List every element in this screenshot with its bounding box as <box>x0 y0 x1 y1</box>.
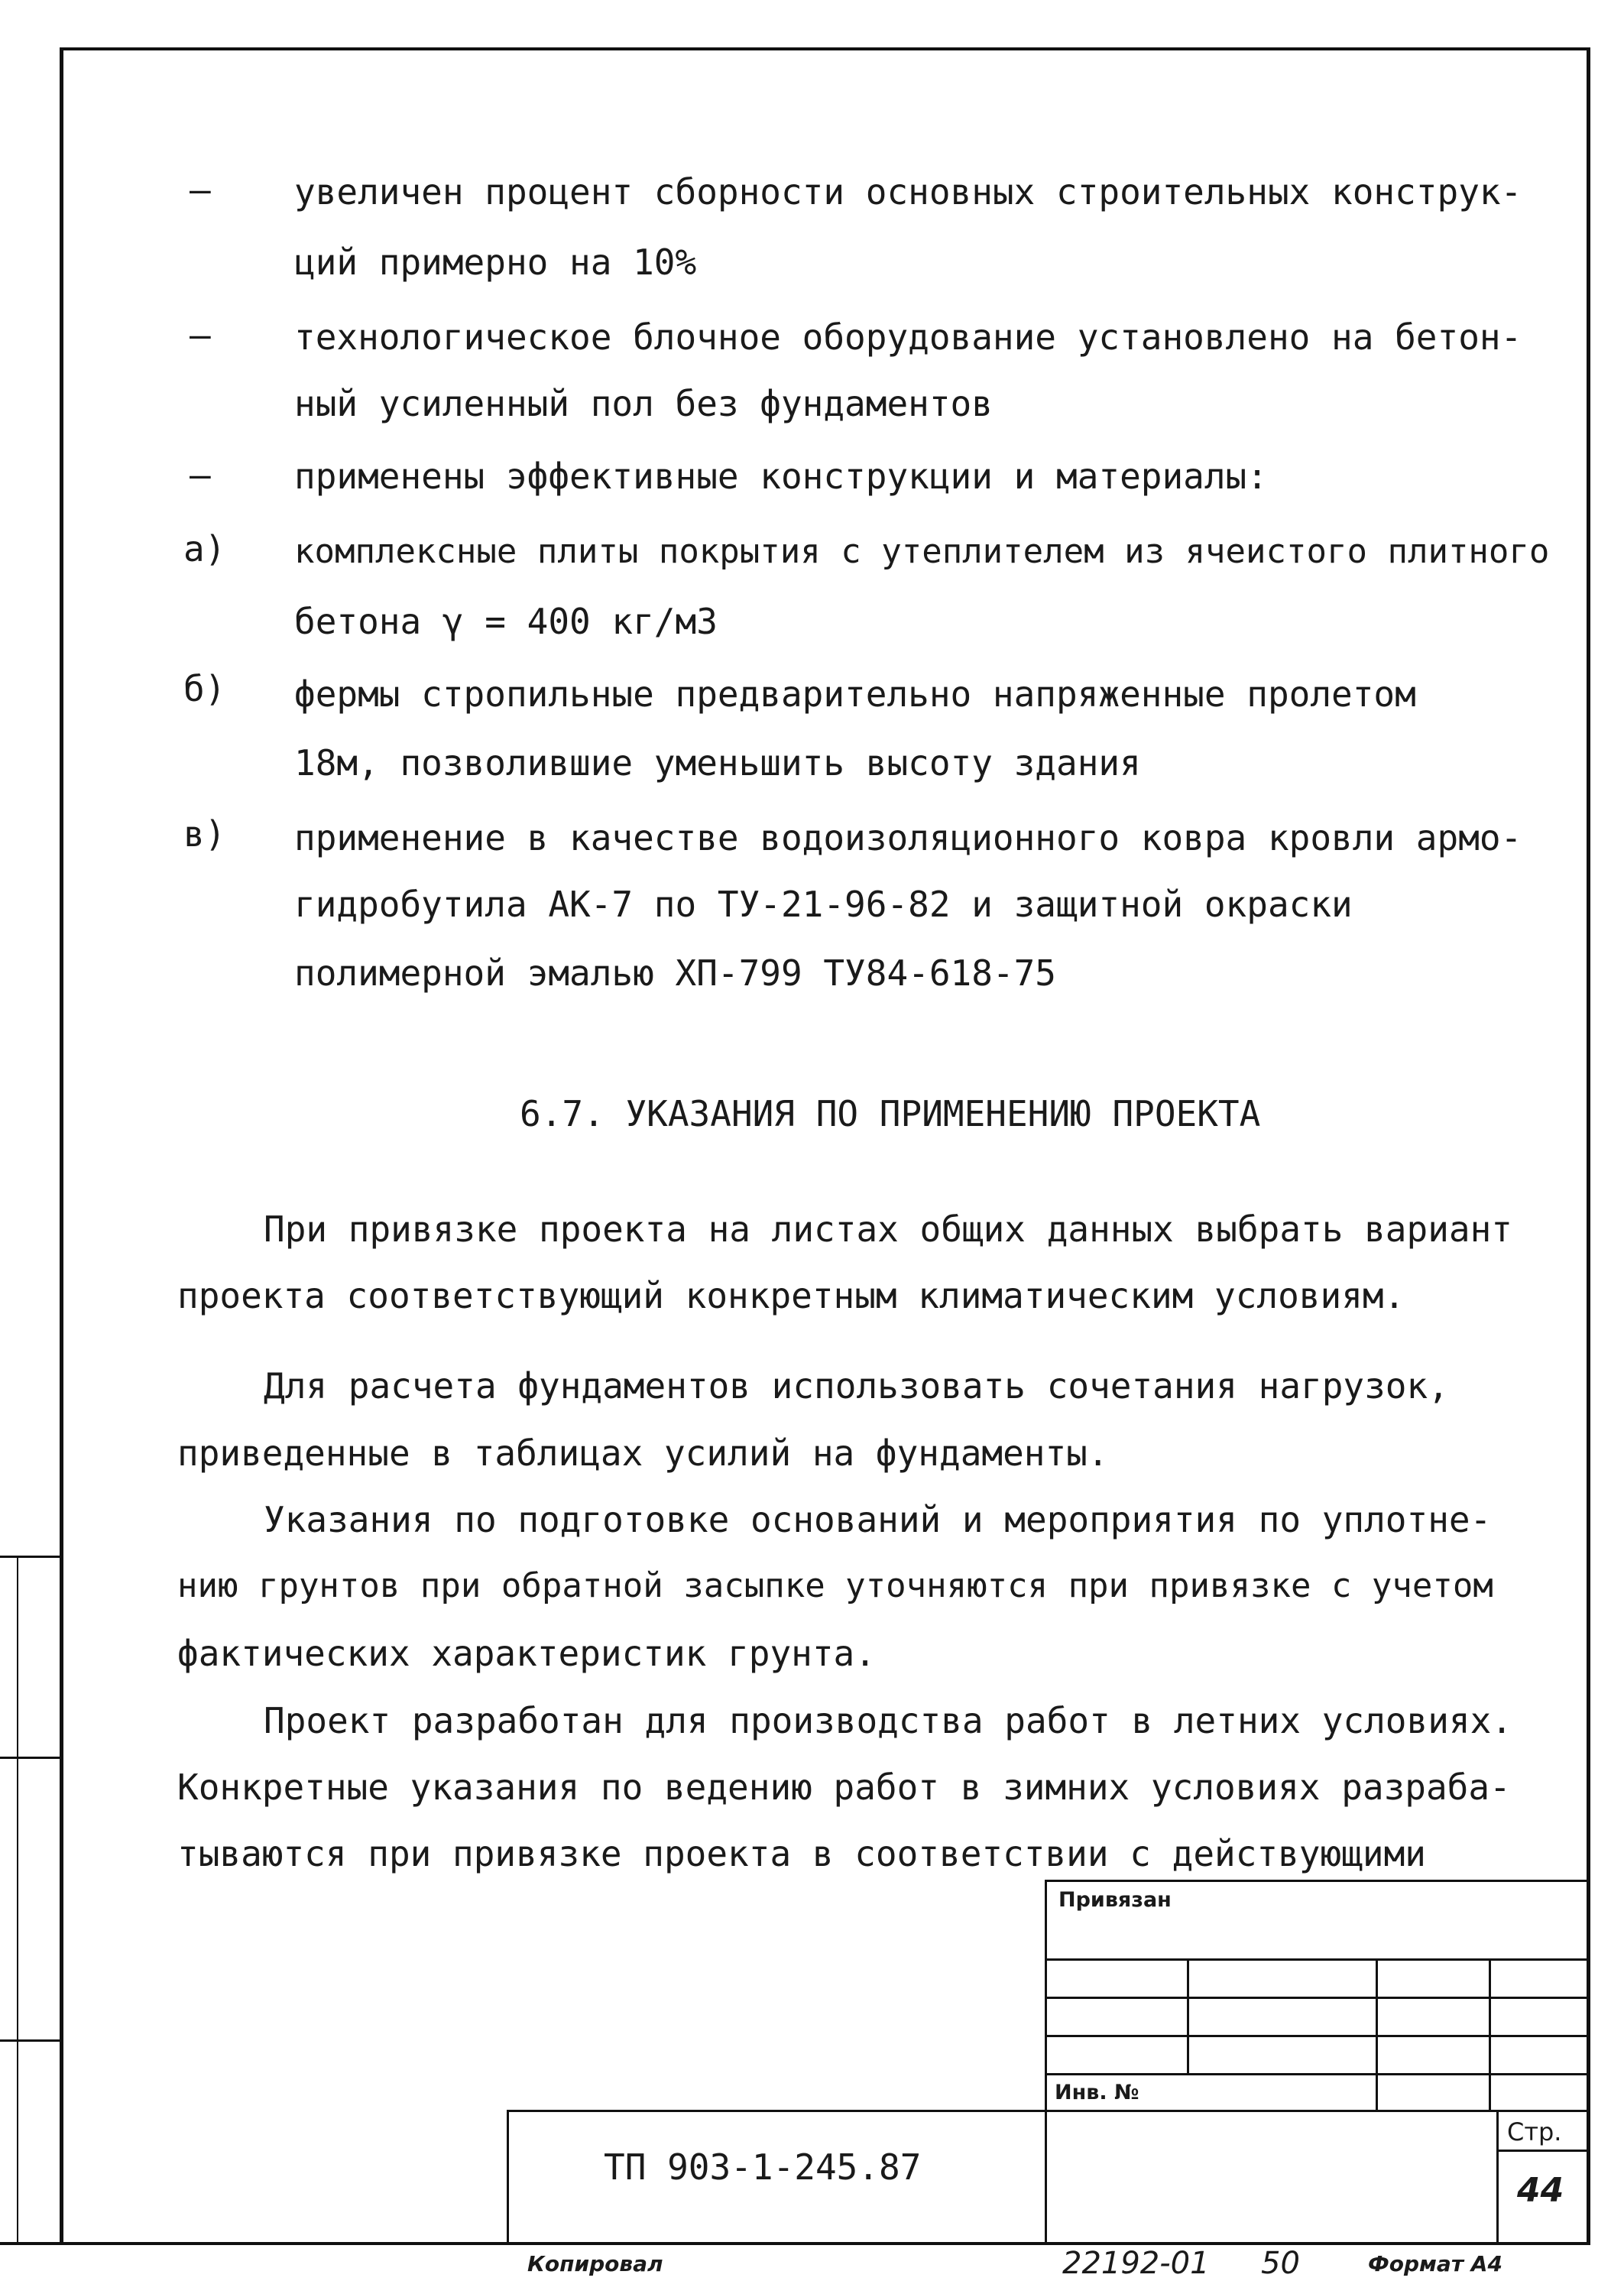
margin-line-1 <box>0 1556 61 1558</box>
item-line: применение в качестве водоизоляционного ковра кровли армо- <box>294 817 1522 858</box>
stamp-line <box>1489 1958 1491 2111</box>
item-line: комплексные плиты покрытия с утеплителем из ячеистого плитного <box>294 532 1550 571</box>
paragraph-line: Конкретные указания по ведению работ в зимних условиях разраба- <box>177 1767 1511 1808</box>
stamp-line <box>1045 1880 1589 1882</box>
bullet-line: увеличен процент сборности основных строительных конструк- <box>294 171 1522 213</box>
bullet-line: ций примерно на 10% <box>294 242 697 283</box>
stamp-line <box>1187 1958 1189 2073</box>
margin-line-2 <box>0 1757 61 1759</box>
item-line: бетона γ = 400 кг/м3 <box>294 601 718 642</box>
page-number: 44 <box>1517 2171 1564 2210</box>
stamp-line <box>1496 2110 1499 2244</box>
bullet-marker: – <box>190 169 211 210</box>
document-code: ТП 903-1-245.87 <box>604 2146 922 2188</box>
paragraph-line: проекта соответствующий конкретным климатическим условиям. <box>177 1275 1405 1316</box>
margin-line-3 <box>0 2039 61 2042</box>
copied-label: Копировал <box>527 2251 663 2276</box>
item-line: 18м, позволившие уменьшить высоту здания <box>294 742 1141 784</box>
page-label: Стр. <box>1507 2117 1562 2146</box>
bullet-line: ный усиленный пол без фундаментов <box>294 383 993 424</box>
item-marker: б) <box>183 668 226 709</box>
paragraph-line: приведенные в таблицах усилий на фундаменты. <box>177 1433 1109 1474</box>
item-marker: в) <box>183 813 226 855</box>
stamp-line <box>1045 2035 1589 2037</box>
format-label: Формат А4 <box>1368 2251 1502 2276</box>
stamp-line <box>507 2110 1589 2112</box>
bound-label: Привязан <box>1058 1888 1172 1912</box>
item-line: полимерной эмалью ХП-799 ТУ84-618-75 <box>294 952 1056 994</box>
bullet-marker: – <box>190 454 211 495</box>
item-marker: а) <box>183 528 226 569</box>
stamp-line <box>1376 1958 1378 2111</box>
stamp-line <box>1496 2150 1589 2152</box>
paragraph-line: Проект разработан для производства работ в летних условиях. <box>264 1700 1512 1741</box>
stamp-line <box>507 2110 509 2244</box>
section-heading: 6.7. УКАЗАНИЯ ПО ПРИМЕНЕНИЮ ПРОЕКТА <box>520 1093 1261 1134</box>
paragraph-line: тываются при привязке проекта в соответствии с действующими <box>177 1833 1426 1874</box>
bullet-line: применены эффективные конструкции и материалы: <box>294 456 1268 497</box>
frame-top <box>61 47 1590 50</box>
paragraph-line: фактических характеристик грунта. <box>177 1633 876 1674</box>
stamp-line <box>1045 2073 1589 2075</box>
frame-right <box>1587 47 1590 2245</box>
item-line: гидробутила АК-7 по ТУ-21-96-82 и защитной окраски <box>294 884 1353 925</box>
bullet-marker: – <box>190 314 211 355</box>
frame-bottom <box>0 2242 1590 2245</box>
order-suffix: 50 <box>1261 2246 1300 2281</box>
paragraph-line: нию грунтов при обратной засыпке уточняются при привязке с учетом <box>177 1566 1493 1605</box>
order-number: 22192-01 <box>1062 2246 1210 2281</box>
paragraph-line: При привязке проекта на листах общих данных выбрать вариант <box>264 1209 1512 1250</box>
frame-left <box>60 47 63 2245</box>
inventory-label: Инв. № <box>1055 2081 1139 2104</box>
stamp-line <box>1045 1880 1047 2244</box>
margin-vline <box>17 1558 18 2242</box>
item-line: фермы стропильные предварительно напряженные пролетом <box>294 673 1416 715</box>
paragraph-line: Для расчета фундаментов использовать сочетания нагрузок, <box>264 1365 1449 1407</box>
bullet-line: технологическое блочное оборудование установлено на бетон- <box>294 316 1522 358</box>
stamp-line <box>1045 1958 1589 1961</box>
paragraph-line: Указания по подготовке оснований и мероприятия по уплотне- <box>264 1499 1492 1540</box>
stamp-line <box>1045 1997 1589 1999</box>
